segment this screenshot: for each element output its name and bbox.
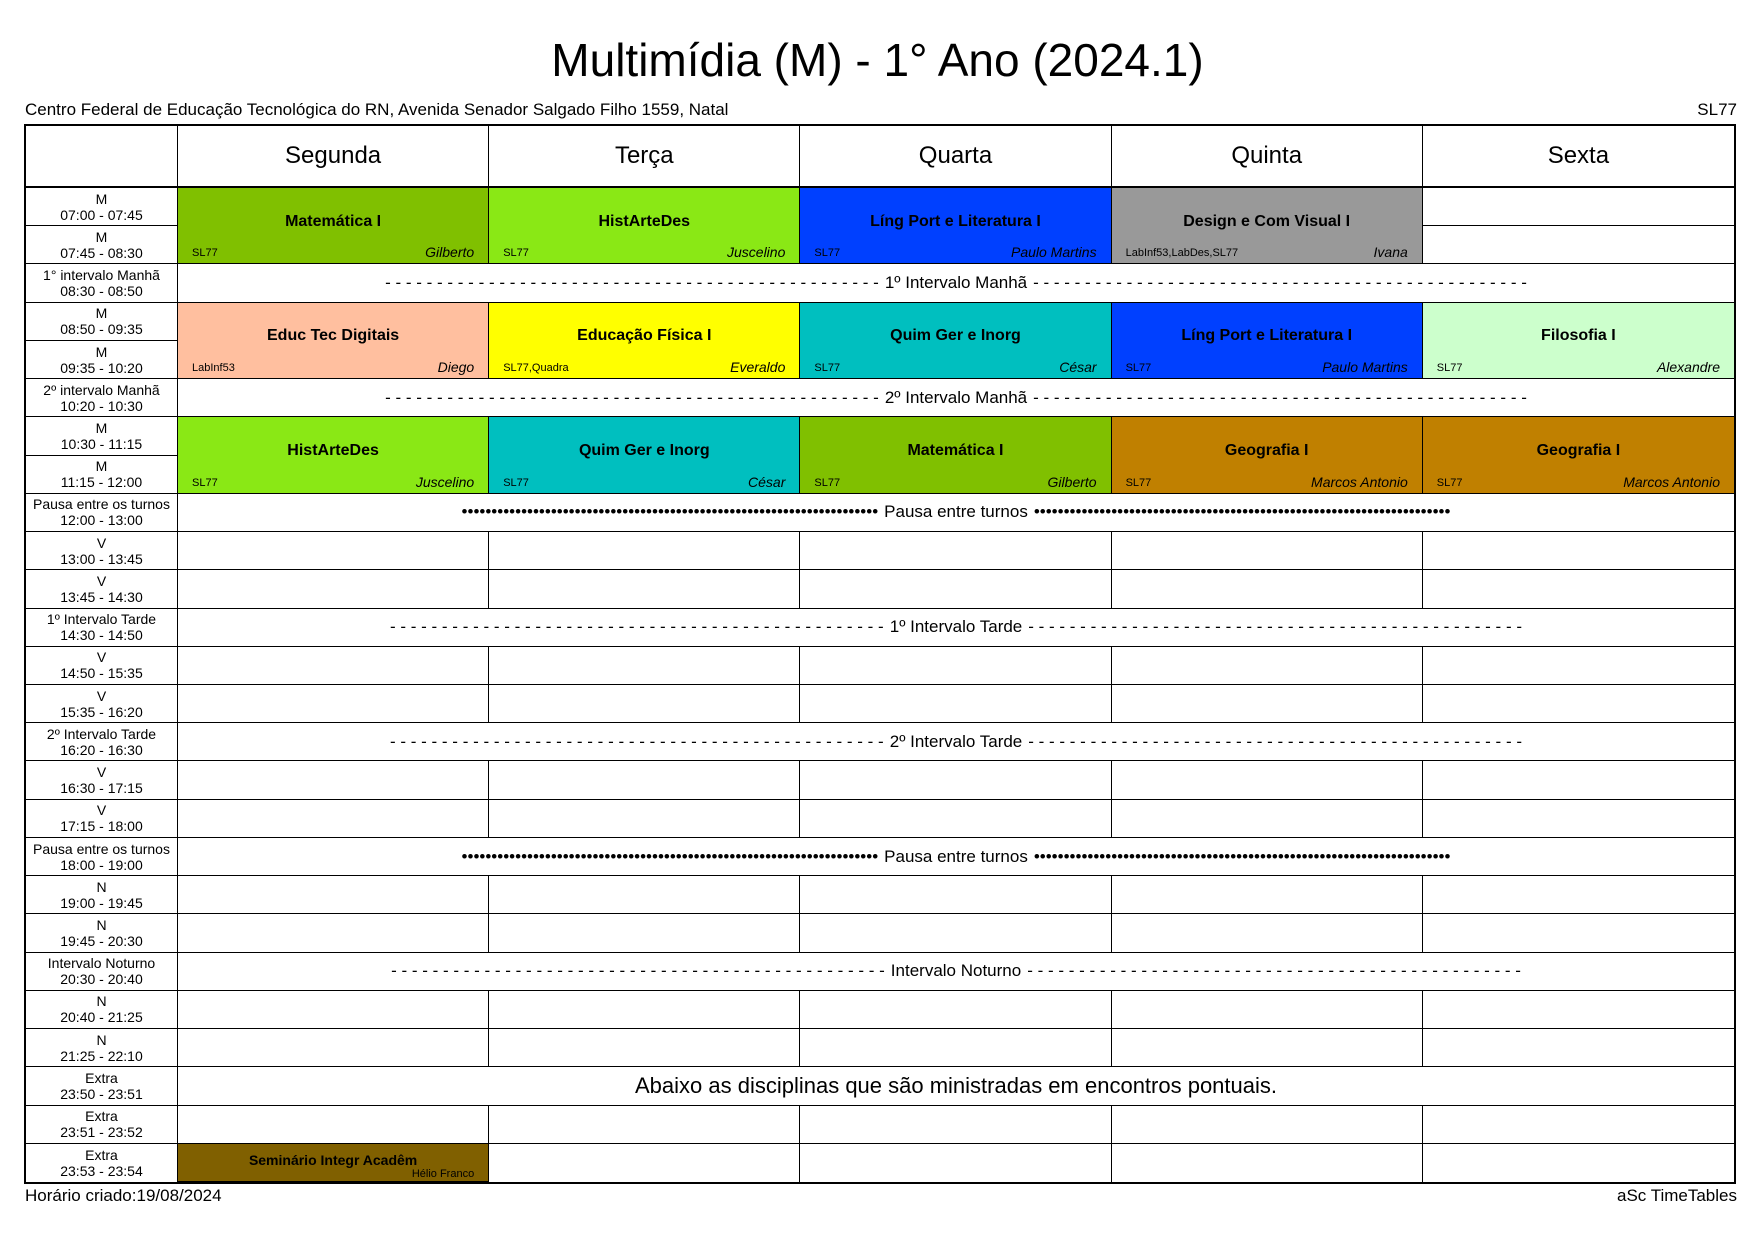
break-row xyxy=(178,264,1734,302)
page-title: Multimídia (M) - 1° Ano (2024.1) xyxy=(551,34,1204,86)
lesson-card[interactable] xyxy=(489,303,800,379)
slot-time: 16:20 - 16:30 xyxy=(60,741,143,758)
time-slot-label xyxy=(26,991,178,1029)
empty-slot xyxy=(178,532,489,570)
day-header: Quinta xyxy=(1112,126,1423,188)
empty-slot xyxy=(178,647,489,685)
lesson-card[interactable] xyxy=(800,417,1111,493)
empty-slot xyxy=(800,685,1111,723)
lesson-card[interactable] xyxy=(1112,303,1423,379)
slot-time: 23:50 - 23:51 xyxy=(60,1085,143,1102)
slot-name: 1º Intervalo Tarde xyxy=(46,611,157,628)
empty-slot xyxy=(800,570,1111,608)
empty-slot xyxy=(1423,188,1734,226)
day-header: Sexta xyxy=(1423,126,1734,188)
day-header: Terça xyxy=(489,126,800,188)
empty-slot xyxy=(489,685,800,723)
slot-name: V xyxy=(96,649,107,666)
slot-name: M xyxy=(95,343,108,360)
time-slot-label xyxy=(26,953,178,991)
time-slot-label xyxy=(26,226,178,264)
slot-time: 20:40 - 21:25 xyxy=(60,1009,143,1026)
slot-name: N xyxy=(96,878,107,895)
empty-slot xyxy=(489,570,800,608)
empty-slot xyxy=(1423,570,1734,608)
slot-time: 09:35 - 10:20 xyxy=(60,359,143,376)
empty-slot xyxy=(1423,226,1734,264)
slot-time: 20:30 - 20:40 xyxy=(60,971,143,988)
slot-time: 19:00 - 19:45 xyxy=(60,894,143,911)
break-filler: - - - - - - - - - - - - - - - - - - - - - - - - - - - - - - - - - - - - - - - - - - - - - - - - xyxy=(391,961,885,981)
break-filler: - - - - - - - - - - - - - - - - - - - - - - - - - - - - - - - - - - - - - - - - - - - - - - - - xyxy=(1027,961,1521,981)
slot-name: N xyxy=(96,1031,107,1048)
time-slot-label xyxy=(26,264,178,302)
empty-slot xyxy=(800,532,1111,570)
slot-time: 15:35 - 16:20 xyxy=(60,703,143,720)
empty-slot xyxy=(800,1144,1111,1182)
break-text: Pausa entre turnos xyxy=(884,502,1028,522)
slot-time: 17:15 - 18:00 xyxy=(60,818,143,835)
lesson-card[interactable] xyxy=(178,417,489,493)
lesson-card[interactable] xyxy=(800,303,1111,379)
slot-time: 19:45 - 20:30 xyxy=(60,932,143,949)
empty-slot xyxy=(178,685,489,723)
lesson-teacher: Paulo Martins xyxy=(1010,244,1097,261)
lesson-card[interactable] xyxy=(1423,417,1734,493)
break-text: Intervalo Noturno xyxy=(890,961,1022,981)
empty-slot xyxy=(1423,532,1734,570)
slot-name: Pausa entre os turnos xyxy=(33,840,170,857)
slot-time: 11:15 - 12:00 xyxy=(60,474,143,491)
lesson-teacher: Everaldo xyxy=(730,359,786,376)
empty-slot xyxy=(1112,761,1423,799)
lesson-card[interactable] xyxy=(800,188,1111,264)
empty-slot xyxy=(178,876,489,914)
break-filler: •••••••••••••••••••••••••••••••••••••••••••••••••••••••••••••••••••••• xyxy=(461,846,879,866)
time-slot-label xyxy=(26,1067,178,1105)
lesson-subject: HistArteDes xyxy=(287,442,379,460)
time-slot-label xyxy=(26,609,178,647)
empty-slot xyxy=(178,1106,489,1144)
empty-slot xyxy=(1112,570,1423,608)
timetable-grid xyxy=(24,124,1736,1184)
slot-name: M xyxy=(95,228,108,245)
lesson-subject: Quim Ger e Inorg xyxy=(890,327,1021,345)
time-slot-label xyxy=(26,800,178,838)
slot-time: 08:50 - 09:35 xyxy=(60,321,143,338)
lesson-subject: Geografia I xyxy=(1224,442,1309,460)
empty-slot xyxy=(489,991,800,1029)
empty-slot xyxy=(178,914,489,952)
slot-time: 12:00 - 13:00 xyxy=(60,512,143,529)
empty-slot xyxy=(1423,685,1734,723)
break-filler: - - - - - - - - - - - - - - - - - - - - - - - - - - - - - - - - - - - - - - - - - - - - - - - - xyxy=(1028,731,1522,751)
time-slot-label xyxy=(26,188,178,226)
break-text: 2º Intervalo Manhã xyxy=(884,387,1028,407)
time-slot-label xyxy=(26,685,178,723)
lesson-room: SL77 xyxy=(192,247,218,260)
lesson-teacher: Juscelino xyxy=(727,244,786,261)
empty-slot xyxy=(1423,761,1734,799)
day-header: Segunda xyxy=(178,126,489,188)
slot-name: N xyxy=(96,993,107,1010)
time-slot-label xyxy=(26,723,178,761)
empty-slot xyxy=(1423,800,1734,838)
lesson-teacher: César xyxy=(748,473,786,490)
slot-name: N xyxy=(96,916,107,933)
empty-slot xyxy=(800,800,1111,838)
lesson-subject: Educação Física I xyxy=(577,327,712,345)
lesson-room: SL77 xyxy=(814,476,841,489)
break-row xyxy=(178,379,1734,417)
empty-slot xyxy=(489,1029,800,1067)
time-slot-label xyxy=(26,417,178,455)
time-slot-label xyxy=(26,914,178,952)
empty-slot xyxy=(1112,647,1423,685)
empty-slot xyxy=(1112,991,1423,1029)
break-text: Abaixo as disciplinas que são ministradas em encontros pontuais. xyxy=(634,1072,1278,1098)
slot-name: M xyxy=(95,305,108,322)
slot-time: 14:50 - 15:35 xyxy=(60,665,143,682)
slot-time: 07:45 - 08:30 xyxy=(60,244,143,261)
break-text: 1º Intervalo Tarde xyxy=(889,617,1023,637)
lesson-room: SL77 xyxy=(814,362,841,375)
lesson-subject: Design e Com Visual I xyxy=(1183,212,1351,230)
lesson-subject: Líng Port e Literatura I xyxy=(870,212,1041,230)
break-row xyxy=(178,953,1734,991)
break-filler: •••••••••••••••••••••••••••••••••••••••••••••••••••••••••••••••••••••• xyxy=(461,502,879,522)
break-filler: - - - - - - - - - - - - - - - - - - - - - - - - - - - - - - - - - - - - - - - - - - - - - - - - xyxy=(385,387,879,407)
break-filler: - - - - - - - - - - - - - - - - - - - - - - - - - - - - - - - - - - - - - - - - - - - - - - - - xyxy=(1033,387,1527,407)
empty-slot xyxy=(178,570,489,608)
empty-slot xyxy=(1112,914,1423,952)
time-slot-label xyxy=(26,838,178,876)
break-row xyxy=(178,723,1734,761)
time-slot-label xyxy=(26,761,178,799)
empty-slot xyxy=(800,761,1111,799)
break-filler: - - - - - - - - - - - - - - - - - - - - - - - - - - - - - - - - - - - - - - - - - - - - - - - - xyxy=(390,617,884,637)
time-slot-label xyxy=(26,1106,178,1144)
break-text: 1º Intervalo Manhã xyxy=(884,273,1028,293)
break-filler: - - - - - - - - - - - - - - - - - - - - - - - - - - - - - - - - - - - - - - - - - - - - - - - - xyxy=(1033,273,1527,293)
lesson-room: SL77 xyxy=(503,476,529,489)
lesson-room: SL77 xyxy=(814,247,841,260)
empty-slot xyxy=(489,761,800,799)
lesson-subject: Líng Port e Literatura I xyxy=(1181,327,1353,345)
time-slot-label xyxy=(26,341,178,379)
slot-time: 14:30 - 14:50 xyxy=(60,627,143,644)
slot-name: Extra xyxy=(85,1069,118,1086)
empty-slot xyxy=(1112,800,1423,838)
lesson-room: SL77 xyxy=(503,247,529,260)
slot-name: V xyxy=(96,534,107,551)
time-slot-label xyxy=(26,532,178,570)
slot-name: V xyxy=(96,764,107,781)
lesson-card[interactable] xyxy=(1423,303,1734,379)
empty-slot xyxy=(489,1144,800,1182)
lesson-teacher: Gilberto xyxy=(1047,473,1097,490)
slot-name: V xyxy=(96,572,107,589)
slot-name: 2º Intervalo Tarde xyxy=(46,725,157,742)
slot-name: Extra xyxy=(85,1146,118,1163)
slot-time: 13:00 - 13:45 xyxy=(60,550,143,567)
slot-time: 18:00 - 19:00 xyxy=(60,856,143,873)
lesson-subject: Geografia I xyxy=(1536,442,1621,460)
slot-name: M xyxy=(95,190,108,207)
slot-name: 1° intervalo Manhã xyxy=(43,267,160,284)
time-slot-label xyxy=(26,876,178,914)
lesson-room: SL77 xyxy=(1436,476,1463,489)
lesson-subject: Matemática I xyxy=(285,212,382,230)
empty-slot xyxy=(1112,876,1423,914)
time-slot-label xyxy=(26,647,178,685)
created-date: Horário criado:19/08/2024 xyxy=(25,1186,222,1205)
time-slot-label xyxy=(26,570,178,608)
empty-slot xyxy=(489,876,800,914)
lesson-teacher: Hélio Franco xyxy=(411,1167,475,1180)
slot-time: 13:45 - 14:30 xyxy=(60,588,143,605)
lesson-subject: Matemática I xyxy=(907,442,1004,460)
lesson-card[interactable] xyxy=(178,188,489,264)
break-text: 2º Intervalo Tarde xyxy=(889,731,1023,751)
day-header: Quarta xyxy=(800,126,1111,188)
empty-slot xyxy=(1423,647,1734,685)
lesson-room: SL77,Quadra xyxy=(503,362,569,375)
slot-name: M xyxy=(95,458,108,475)
empty-slot xyxy=(1112,532,1423,570)
empty-slot xyxy=(800,1106,1111,1144)
slot-name: 2º intervalo Manhã xyxy=(43,381,160,398)
corner-cell xyxy=(26,126,178,188)
lesson-room: SL77 xyxy=(1125,362,1152,375)
slot-name: Intervalo Noturno xyxy=(47,955,156,972)
lesson-teacher: Gilberto xyxy=(425,244,475,261)
empty-slot xyxy=(178,991,489,1029)
lesson-subject: Educ Tec Digitais xyxy=(267,327,400,345)
time-slot-label xyxy=(26,303,178,341)
lesson-teacher: Marcos Antonio xyxy=(1311,473,1408,490)
lesson-subject: Quim Ger e Inorg xyxy=(578,442,710,460)
slot-name: V xyxy=(96,802,107,819)
break-row xyxy=(178,838,1734,876)
time-slot-label xyxy=(26,456,178,494)
software-credit: aSc TimeTables xyxy=(1617,1186,1737,1205)
empty-slot xyxy=(489,532,800,570)
slot-name: Extra xyxy=(85,1108,118,1125)
empty-slot xyxy=(489,914,800,952)
lesson-card[interactable] xyxy=(489,188,800,264)
room-code: SL77 xyxy=(1697,100,1737,119)
lesson-room: LabInf53 xyxy=(192,362,235,375)
break-filler: - - - - - - - - - - - - - - - - - - - - - - - - - - - - - - - - - - - - - - - - - - - - - - - - xyxy=(390,731,884,751)
empty-slot xyxy=(1112,1106,1423,1144)
break-row xyxy=(178,609,1734,647)
school-address: Centro Federal de Educação Tecnológica do RN, Avenida Senador Salgado Filho 1559, Natal xyxy=(25,100,729,119)
lesson-room: SL77 xyxy=(192,476,218,489)
break-row xyxy=(178,1067,1734,1105)
empty-slot xyxy=(489,800,800,838)
lesson-subject: HistArteDes xyxy=(598,212,691,230)
break-filler: •••••••••••••••••••••••••••••••••••••••••••••••••••••••••••••••••••••• xyxy=(1033,502,1451,522)
slot-time: 21:25 - 22:10 xyxy=(60,1047,143,1064)
empty-slot xyxy=(489,647,800,685)
time-slot-label xyxy=(26,494,178,532)
empty-slot xyxy=(1423,991,1734,1029)
slot-time: 10:30 - 11:15 xyxy=(60,435,143,452)
empty-slot xyxy=(800,647,1111,685)
slot-name: V xyxy=(96,687,107,704)
empty-slot xyxy=(178,1029,489,1067)
lesson-room: LabInf53,LabDes,SL77 xyxy=(1125,247,1239,260)
lesson-room: SL77 xyxy=(1436,362,1463,375)
lesson-subject: Filosofia I xyxy=(1541,327,1616,345)
break-filler: - - - - - - - - - - - - - - - - - - - - - - - - - - - - - - - - - - - - - - - - - - - - - - - - xyxy=(385,273,879,293)
empty-slot xyxy=(1423,1029,1734,1067)
lesson-card[interactable] xyxy=(178,1144,489,1182)
slot-name: Pausa entre os turnos xyxy=(33,496,170,513)
break-filler: •••••••••••••••••••••••••••••••••••••••••••••••••••••••••••••••••••••• xyxy=(1033,846,1451,866)
lesson-card[interactable] xyxy=(489,417,800,493)
slot-time: 16:30 - 17:15 xyxy=(60,780,143,797)
lesson-teacher: Diego xyxy=(437,359,475,376)
lesson-teacher: Alexandre xyxy=(1656,359,1720,376)
lesson-card[interactable] xyxy=(178,303,489,379)
empty-slot xyxy=(1112,685,1423,723)
empty-slot xyxy=(178,761,489,799)
time-slot-label xyxy=(26,1144,178,1182)
empty-slot xyxy=(1423,876,1734,914)
break-filler: - - - - - - - - - - - - - - - - - - - - - - - - - - - - - - - - - - - - - - - - - - - - - - - - xyxy=(1028,617,1522,637)
slot-time: 07:00 - 07:45 xyxy=(60,206,143,223)
empty-slot xyxy=(1112,1144,1423,1182)
lesson-teacher: Ivana xyxy=(1373,244,1408,261)
empty-slot xyxy=(800,914,1111,952)
empty-slot xyxy=(800,876,1111,914)
break-row xyxy=(178,494,1734,532)
lesson-card[interactable] xyxy=(1112,188,1423,264)
lesson-teacher: Paulo Martins xyxy=(1322,359,1408,376)
lesson-teacher: César xyxy=(1059,359,1097,376)
empty-slot xyxy=(800,1029,1111,1067)
empty-slot xyxy=(178,800,489,838)
empty-slot xyxy=(1423,914,1734,952)
slot-name: M xyxy=(95,419,108,436)
slot-time: 23:51 - 23:52 xyxy=(60,1124,143,1141)
empty-slot xyxy=(1112,1029,1423,1067)
empty-slot xyxy=(1423,1144,1734,1182)
lesson-room: SL77 xyxy=(1125,476,1152,489)
lesson-teacher: Juscelino xyxy=(415,473,475,490)
time-slot-label xyxy=(26,1029,178,1067)
slot-time: 23:53 - 23:54 xyxy=(60,1162,143,1179)
break-text: Pausa entre turnos xyxy=(884,846,1028,866)
lesson-teacher: Marcos Antonio xyxy=(1623,473,1720,490)
empty-slot xyxy=(800,991,1111,1029)
empty-slot xyxy=(1423,1106,1734,1144)
lesson-card[interactable] xyxy=(1112,417,1423,493)
slot-time: 10:20 - 10:30 xyxy=(60,397,143,414)
lesson-subject: Seminário Integr Acadêm xyxy=(248,1152,418,1169)
empty-slot xyxy=(489,1106,800,1144)
slot-time: 08:30 - 08:50 xyxy=(60,283,143,300)
time-slot-label xyxy=(26,379,178,417)
